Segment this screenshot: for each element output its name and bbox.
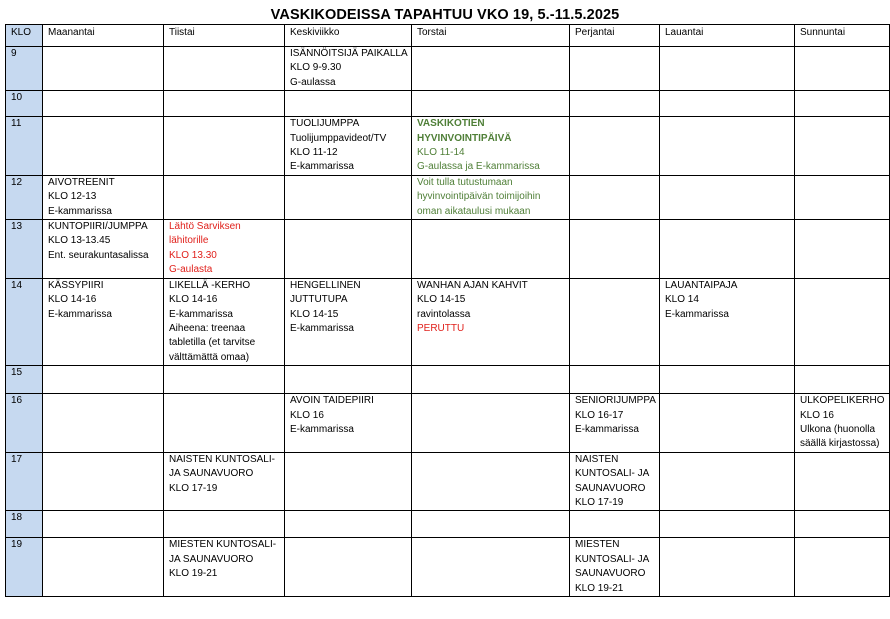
event-title: LAUANTAIPAJA [665, 279, 738, 291]
cell-fri-17 [570, 452, 660, 511]
event-time: KLO 17-19 [575, 496, 624, 508]
event-detail: tabletilla (et tarvitse [169, 337, 256, 349]
event-title: SAUNAVUORO [575, 482, 646, 494]
cell-sun-18 [795, 511, 890, 538]
cell-fri-15 [570, 366, 660, 394]
event-time: KLO 19-21 [575, 582, 624, 594]
cell-sun-11 [795, 117, 890, 176]
event-title: HYVINVOINTIPÄIVÄ [417, 132, 512, 144]
event-place: E-kammarissa [48, 205, 112, 217]
event-cancelled: PERUTTU [417, 322, 465, 334]
cell-mon-16 [43, 394, 164, 453]
cell-tue-19 [164, 538, 285, 597]
hour-cell: 19 [6, 538, 43, 597]
cell-thu-12 [412, 175, 570, 219]
cell-wed-12 [285, 175, 412, 219]
cell-wed-17 [285, 452, 412, 511]
cell-wed-11 [285, 117, 412, 176]
event-title: SAUNAVUORO [575, 568, 646, 580]
cell-mon-18 [43, 511, 164, 538]
hour-cell: 18 [6, 511, 43, 538]
event-place: E-kammarissa [169, 308, 233, 320]
header-klo: KLO [6, 25, 43, 47]
cell-thu-11 [412, 117, 570, 176]
row-hour-12 [6, 175, 890, 219]
cell-sat-14 [660, 278, 795, 365]
cell-tue-13 [164, 220, 285, 279]
cell-sun-14 [795, 278, 890, 365]
cell-thu-16 [412, 394, 570, 453]
cell-thu-18 [412, 511, 570, 538]
event-time: KLO 16 [800, 409, 834, 421]
event-place: G-aulassa [290, 76, 336, 88]
event-title: AVOIN TAIDEPIIRI [290, 395, 374, 407]
row-hour-15 [6, 366, 890, 394]
event-title: lähitorille [169, 235, 209, 247]
cell-mon-9 [43, 47, 164, 91]
cell-sun-9 [795, 47, 890, 91]
cell-fri-18 [570, 511, 660, 538]
cell-tue-10 [164, 91, 285, 117]
event-place: G-aulasta [169, 264, 213, 276]
row-hour-10 [6, 91, 890, 117]
cell-tue-9 [164, 47, 285, 91]
event-place: ravintolassa [417, 308, 471, 320]
event-note: hyvinvointipäivän toimijoihin [417, 191, 541, 203]
row-hour-9 [6, 47, 890, 91]
row-hour-19 [6, 538, 890, 597]
cell-mon-10 [43, 91, 164, 117]
event-title: JA SAUNAVUORO [169, 468, 254, 480]
event-time: KLO 14-15 [290, 308, 339, 320]
event-detail: Tuolijumppavideot/TV [290, 132, 387, 144]
cell-wed-13 [285, 220, 412, 279]
event-title: NAISTEN [575, 453, 619, 465]
cell-wed-19 [285, 538, 412, 597]
event-time: KLO 14-15 [417, 294, 466, 306]
event-note: oman aikataulusi mukaan [417, 205, 531, 217]
cell-fri-11 [570, 117, 660, 176]
header-wednesday: Keskiviikko [285, 25, 412, 47]
header-monday: Maanantai [43, 25, 164, 47]
cell-fri-19 [570, 538, 660, 597]
event-place: E-kammarissa [290, 322, 354, 334]
event-place: E-kammarissa [575, 423, 639, 435]
event-title: MIESTEN KUNTOSALI- [169, 539, 277, 551]
event-title: ULKOPELIKERHO [800, 395, 885, 407]
cell-sun-13 [795, 220, 890, 279]
event-time: KLO 14-16 [169, 294, 218, 306]
hour-cell: 17 [6, 452, 43, 511]
cell-fri-9 [570, 47, 660, 91]
event-place: E-kammarissa [290, 423, 354, 435]
cell-wed-14 [285, 278, 412, 365]
weekly-schedule-table [5, 24, 890, 597]
event-title: MIESTEN [575, 539, 620, 551]
cell-mon-19 [43, 538, 164, 597]
hour-cell: 14 [6, 278, 43, 365]
cell-tue-18 [164, 511, 285, 538]
header-thursday: Torstai [412, 25, 570, 47]
cell-sat-19 [660, 538, 795, 597]
event-title: JA SAUNAVUORO [169, 553, 254, 565]
hour-cell: 9 [6, 47, 43, 91]
cell-mon-13 [43, 220, 164, 279]
cell-sat-13 [660, 220, 795, 279]
event-place: säällä kirjastossa) [800, 438, 880, 450]
event-time: KLO 19-21 [169, 568, 218, 580]
cell-sat-16 [660, 394, 795, 453]
hour-cell: 10 [6, 91, 43, 117]
cell-sat-18 [660, 511, 795, 538]
event-time: KLO 14 [665, 294, 699, 306]
event-note: Voit tulla tutustumaan [417, 176, 513, 188]
event-time: KLO 13-13.45 [48, 235, 111, 247]
hour-cell: 16 [6, 394, 43, 453]
cell-wed-9 [285, 47, 412, 91]
cell-tue-11 [164, 117, 285, 176]
event-title: TUOLIJUMPPA [290, 118, 360, 130]
cell-fri-12 [570, 175, 660, 219]
cell-fri-16 [570, 394, 660, 453]
cell-sun-16 [795, 394, 890, 453]
header-saturday: Lauantai [660, 25, 795, 47]
cell-sun-15 [795, 366, 890, 394]
row-hour-11 [6, 117, 890, 176]
event-title: AIVOTREENIT [48, 176, 115, 188]
event-title: KUNTOSALI- JA [575, 553, 650, 565]
event-time: KLO 13.30 [169, 249, 217, 261]
row-hour-17 [6, 452, 890, 511]
event-time: KLO 11-14 [417, 147, 465, 159]
event-title: KÄSSYPIIRI [48, 279, 104, 291]
cell-tue-17 [164, 452, 285, 511]
event-title: HENGELLINEN [290, 279, 361, 291]
cell-sat-10 [660, 91, 795, 117]
cell-mon-14 [43, 278, 164, 365]
event-detail: Aiheena: treenaa [169, 322, 246, 334]
cell-sat-11 [660, 117, 795, 176]
event-detail: välttämättä omaa) [169, 351, 250, 363]
event-title: VASKIKOTIEN [417, 118, 485, 130]
cell-fri-13 [570, 220, 660, 279]
event-place: E-kammarissa [48, 308, 112, 320]
cell-mon-11 [43, 117, 164, 176]
row-hour-13 [6, 220, 890, 279]
cell-thu-15 [412, 366, 570, 394]
event-title: KUNTOSALI- JA [575, 468, 650, 480]
cell-thu-9 [412, 47, 570, 91]
event-time: KLO 16-17 [575, 409, 624, 421]
cell-fri-14 [570, 278, 660, 365]
header-sunday: Sunnuntai [795, 25, 890, 47]
cell-tue-14 [164, 278, 285, 365]
cell-thu-13 [412, 220, 570, 279]
event-time: KLO 14-16 [48, 294, 97, 306]
cell-sun-19 [795, 538, 890, 597]
cell-sun-12 [795, 175, 890, 219]
cell-wed-16 [285, 394, 412, 453]
cell-wed-10 [285, 91, 412, 117]
cell-sun-10 [795, 91, 890, 117]
event-place: E-kammarissa [665, 308, 729, 320]
hour-cell: 11 [6, 117, 43, 176]
cell-wed-15 [285, 366, 412, 394]
cell-thu-10 [412, 91, 570, 117]
header-friday: Perjantai [570, 25, 660, 47]
row-hour-18 [6, 511, 890, 538]
cell-wed-18 [285, 511, 412, 538]
event-place: Ent. seurakuntasalissa [48, 249, 149, 261]
cell-tue-12 [164, 175, 285, 219]
cell-sat-12 [660, 175, 795, 219]
cell-tue-15 [164, 366, 285, 394]
header-tuesday: Tiistai [164, 25, 285, 47]
event-title: WANHAN AJAN KAHVIT [417, 279, 528, 291]
page-title: VASKIKODEISSA TAPAHTUU VKO 19, 5.-11.5.2025 [270, 7, 620, 23]
cell-thu-19 [412, 538, 570, 597]
event-time: KLO 12-13 [48, 191, 97, 203]
event-place: G-aulassa ja E-kammarissa [417, 161, 540, 173]
event-title: KUNTOPIIRI/JUMPPA [48, 221, 148, 233]
cell-sat-17 [660, 452, 795, 511]
hour-cell: 13 [6, 220, 43, 279]
event-time: KLO 17-19 [169, 482, 218, 494]
event-title: ISÄNNÖITSIJÄ PAIKALLA [290, 48, 408, 59]
row-hour-14 [6, 278, 890, 365]
header-row [6, 25, 890, 47]
cell-fri-10 [570, 91, 660, 117]
event-place: Ulkona (huonolla [800, 423, 876, 435]
event-time: KLO 16 [290, 409, 324, 421]
cell-mon-17 [43, 452, 164, 511]
event-title: JUTTUTUPA [290, 294, 348, 306]
cell-sun-17 [795, 452, 890, 511]
cell-mon-15 [43, 366, 164, 394]
cell-tue-16 [164, 394, 285, 453]
cell-thu-14 [412, 278, 570, 365]
event-title: SENIORIJUMPPA [575, 395, 656, 407]
event-time: KLO 11-12 [290, 147, 338, 159]
event-title: Lähtö Sarviksen [169, 221, 241, 233]
event-time: KLO 9-9.30 [290, 62, 342, 74]
event-place: E-kammarissa [290, 161, 354, 173]
event-title: NAISTEN KUNTOSALI- [169, 453, 275, 465]
event-title: LIKELLÄ -KERHO [169, 279, 251, 291]
hour-cell: 12 [6, 175, 43, 219]
hour-cell: 15 [6, 366, 43, 394]
cell-thu-17 [412, 452, 570, 511]
row-hour-16 [6, 394, 890, 453]
cell-sat-15 [660, 366, 795, 394]
cell-mon-12 [43, 175, 164, 219]
cell-sat-9 [660, 47, 795, 91]
